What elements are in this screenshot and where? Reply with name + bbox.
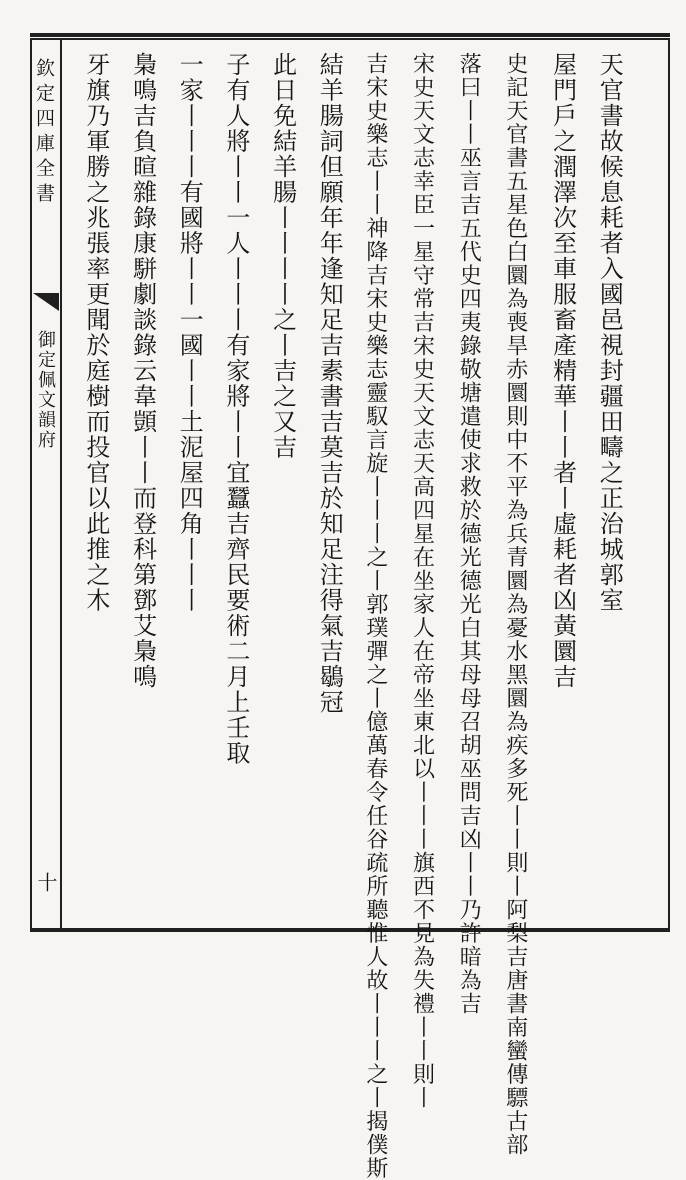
text-column-5: 宋史天文志幸臣一星守常吉宋史天文志天高四星在坐家人在帝坐東北以丨丨丨旗西不見為失禮丨丨則丨 <box>409 52 435 1110</box>
text-column-7: 結羊腸詞但願年年逢知足吉素書吉莫吉於知足注得氣吉鶡冠 <box>315 52 344 715</box>
frame-bottom-border <box>30 928 670 932</box>
text-column-9: 子有人將丨丨一人丨丨丨有家將丨丨宜蠶吉齊民要術二月上壬取 <box>221 52 250 766</box>
frame-top-border <box>30 33 670 37</box>
book-title: 欽定四庫全書 <box>33 58 55 208</box>
margin-divider <box>60 38 62 928</box>
text-column-12: 牙旗乃軍勝之兆張率更聞於庭樹而投官以此推之木 <box>81 52 110 613</box>
text-column-6: 吉宋史樂志丨丨神降吉宋史樂志靈馭言旋丨丨丨之丨郭璞彈之丨億萬春令任谷疏所聽惟人故丨丨丨之丨揭僕斯 <box>362 52 388 1180</box>
page-number: 十 <box>34 872 58 898</box>
text-column-4: 落曰丨丨巫言吉五代史四夷錄敬塘遣使求救於德光德光白其母母召胡巫問吉凶丨丨乃許暗為吉 <box>456 52 482 1016</box>
text-column-11: 梟鳴吉負暄雜錄康駢劇談錄云韋顗丨丨而登科第鄧艾梟鳴 <box>128 52 157 690</box>
text-column-3: 史記天官書五星色白圜為喪旱赤圜則中不平為兵青圜為憂水黑圜為疾多死丨丨則丨阿梨吉唐書南蠻傳驃古部 <box>502 52 528 1157</box>
text-column-1: 天官書故候息耗者入國邑視封疆田疇之正治城郭室 <box>595 52 624 613</box>
text-column-2: 屋門戶之潤澤次至車服畜產精華丨丨者丨虛耗者凶黃圜吉 <box>548 52 577 690</box>
fish-tail-mark-icon <box>32 292 60 312</box>
text-column-8: 此日免結羊腸丨丨丨丨之丨吉之又吉 <box>268 52 297 460</box>
text-column-10: 一家丨丨丨有國將丨丨一國丨丨土泥屋四角丨丨丨 <box>175 52 204 613</box>
chapter-title: 御定佩文韻府 <box>35 330 56 450</box>
